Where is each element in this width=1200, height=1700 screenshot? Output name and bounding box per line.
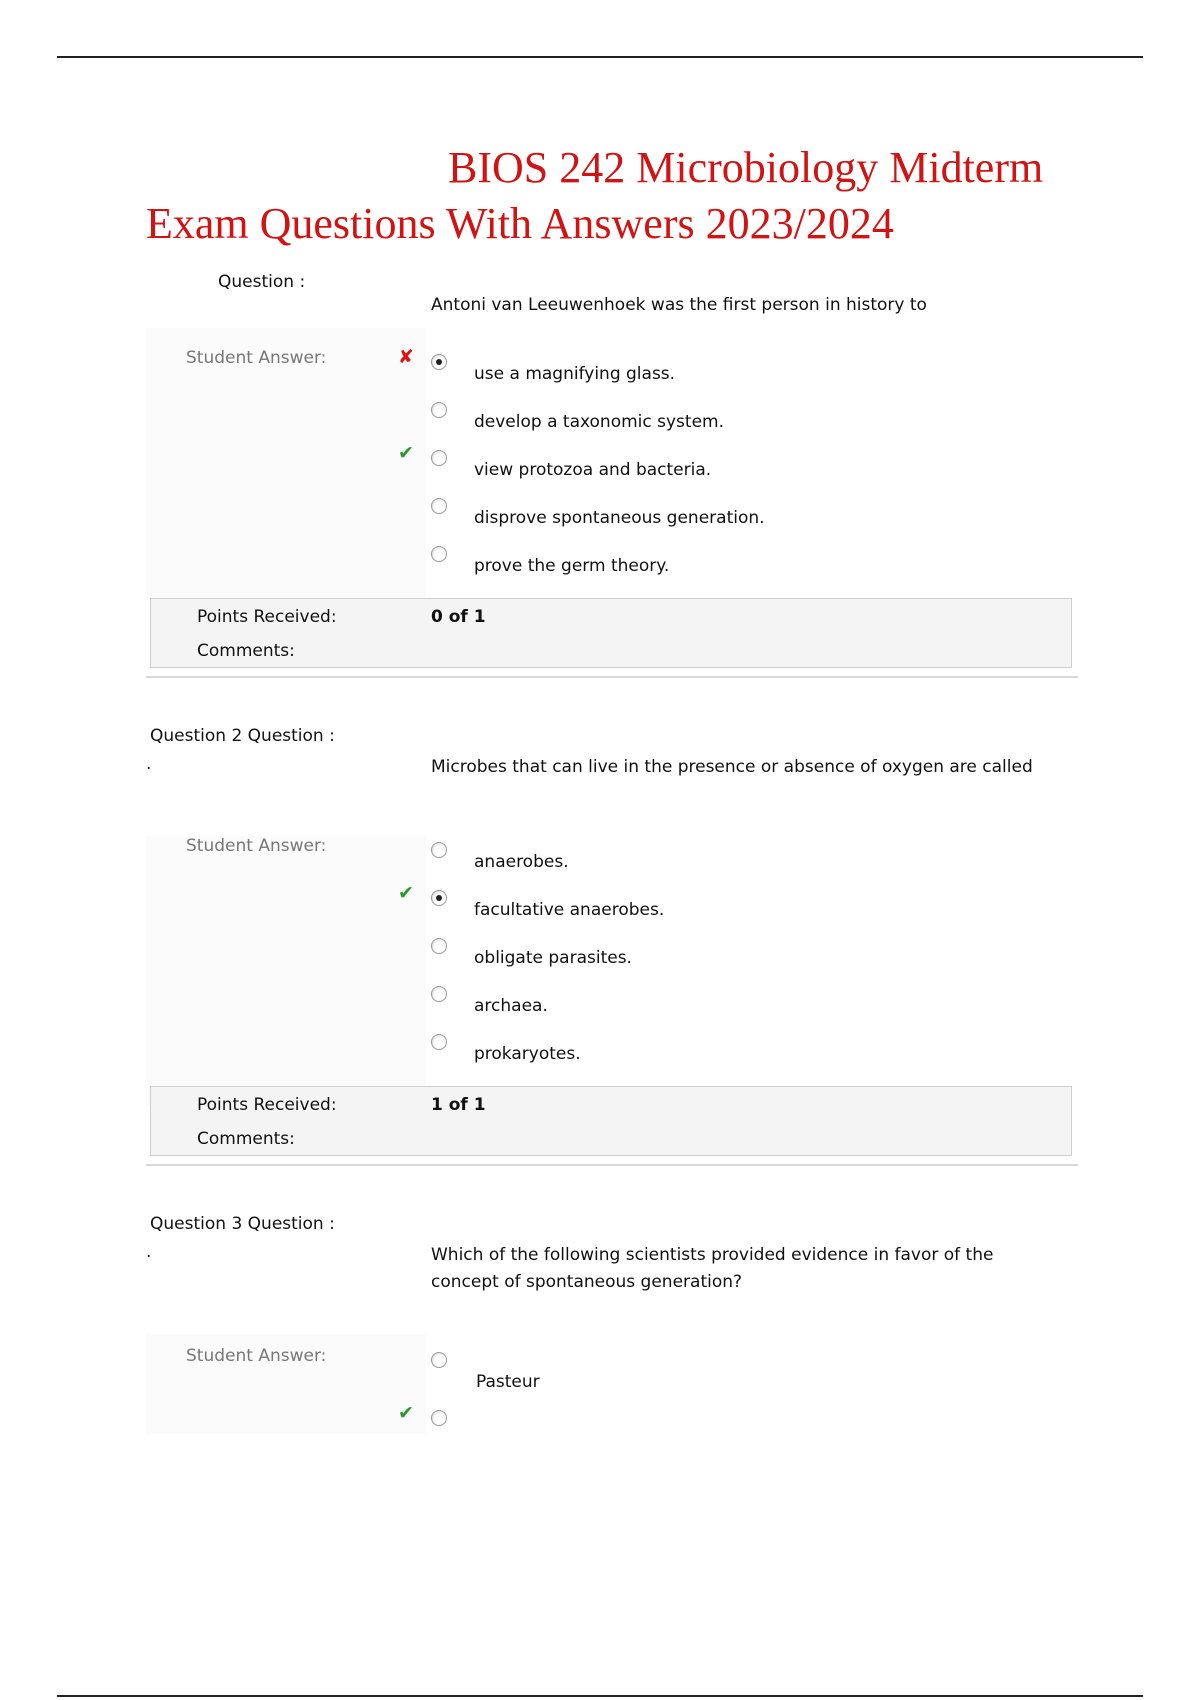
option-text: anaerobes. (474, 852, 569, 872)
question-2-option-2[interactable] (431, 890, 931, 930)
option-text: disprove spontaneous generation. (474, 508, 765, 528)
question-1-option-1[interactable] (431, 354, 931, 394)
option-text: archaea. (474, 996, 548, 1016)
correct-check-icon: ✔ (398, 442, 414, 464)
question-1-option-4[interactable] (431, 498, 931, 538)
radio-icon[interactable] (431, 842, 447, 858)
question-1-left-pane (146, 328, 426, 598)
radio-icon[interactable] (431, 938, 447, 954)
question-2-option-5[interactable] (431, 1034, 931, 1074)
question-2-option-1[interactable] (431, 842, 931, 882)
option-text: facultative anaerobes. (474, 900, 665, 920)
question-3-option-1[interactable] (431, 1352, 931, 1402)
question-1-text: Antoni van Leeuwenhoek was the first person in history to (431, 295, 927, 315)
question-1 (146, 268, 1078, 688)
question-2-label: Question 2 Question : (150, 726, 335, 746)
question-separator (146, 676, 1078, 678)
option-text: use a magnifying glass. (474, 364, 676, 384)
correct-check-icon: ✔ (398, 882, 414, 904)
question-2 (146, 726, 1078, 1166)
radio-icon[interactable] (431, 1352, 447, 1368)
radio-selected-icon[interactable] (431, 354, 447, 370)
bottom-rule (57, 1695, 1143, 1697)
points-received-label: Points Received: (197, 1095, 337, 1115)
question-1-points-box (150, 598, 1072, 668)
comments-label: Comments: (197, 1129, 295, 1149)
correct-check-icon: ✔ (398, 1402, 414, 1424)
question-2-dot: . (146, 754, 152, 774)
option-text: develop a taxonomic system. (474, 412, 725, 432)
radio-icon[interactable] (431, 986, 447, 1002)
question-2-option-4[interactable] (431, 986, 931, 1026)
radio-icon[interactable] (431, 450, 447, 466)
question-3-label: Question 3 Question : (150, 1214, 335, 1234)
question-1-option-3[interactable] (431, 450, 931, 490)
question-3-student-answer-label: Student Answer: (186, 1346, 327, 1366)
comments-label: Comments: (197, 641, 295, 661)
option-text: prokaryotes. (474, 1044, 581, 1064)
option-text: prove the germ theory. (474, 556, 670, 576)
radio-icon[interactable] (431, 498, 447, 514)
option-text: Pasteur (476, 1372, 540, 1392)
points-received-label: Points Received: (197, 607, 337, 627)
question-1-option-5[interactable] (431, 546, 931, 586)
question-2-option-3[interactable] (431, 938, 931, 978)
points-received-value: 0 of 1 (431, 607, 486, 627)
question-1-label: Question : (218, 272, 306, 292)
question-separator (146, 1164, 1078, 1166)
question-1-option-2[interactable] (431, 402, 931, 442)
option-text: obligate parasites. (474, 948, 632, 968)
question-2-text: Microbes that can live in the presence or absence of oxygen are called (431, 757, 1033, 777)
question-2-points-box (150, 1086, 1072, 1156)
document-title-line2: Exam Questions With Answers 2023/2024 (146, 199, 894, 248)
document-title-line1: BIOS 242 Microbiology Midterm (448, 143, 1044, 192)
question-1-student-answer-label: Student Answer: (186, 348, 327, 368)
radio-icon[interactable] (431, 402, 447, 418)
question-3 (146, 1214, 1078, 1434)
points-received-value: 1 of 1 (431, 1095, 486, 1115)
question-3-text: Which of the following scientists provided evidence in favor of the concept of spontaneous generation? (431, 1245, 994, 1292)
radio-icon[interactable] (431, 1034, 447, 1050)
option-text: view protozoa and bacteria. (474, 460, 712, 480)
radio-selected-icon[interactable] (431, 890, 447, 906)
top-rule (57, 56, 1143, 58)
question-2-left-pane (146, 836, 426, 1106)
question-2-student-answer-label: Student Answer: (186, 836, 327, 856)
radio-icon[interactable] (431, 1410, 447, 1426)
question-3-dot: . (146, 1242, 152, 1262)
radio-icon[interactable] (431, 546, 447, 562)
wrong-x-icon: ✘ (398, 346, 414, 368)
question-3-option-2[interactable] (431, 1410, 931, 1450)
